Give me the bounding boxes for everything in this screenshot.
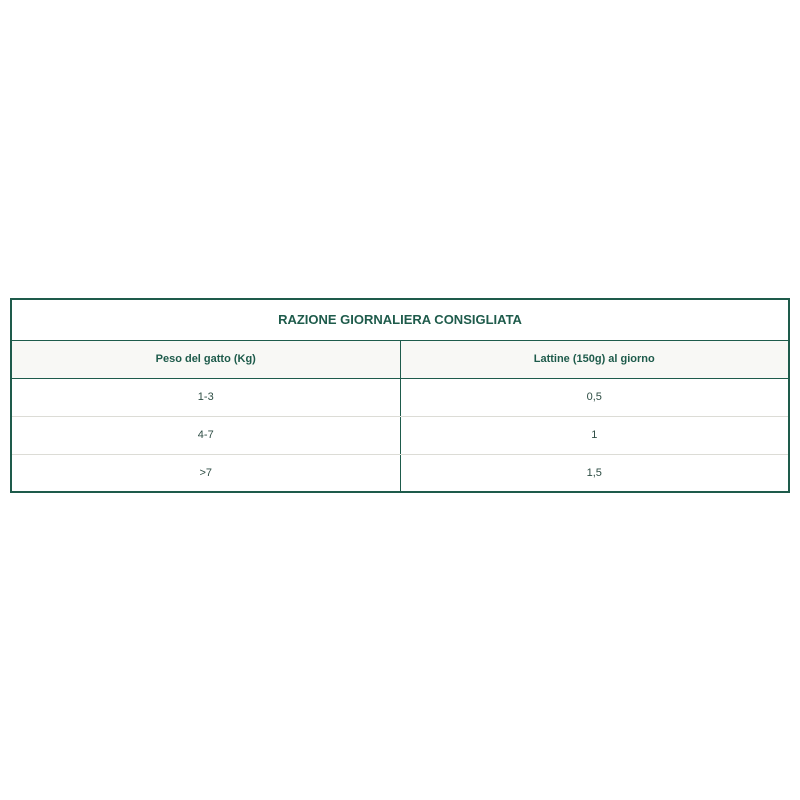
cat-weight-cell: 1-3 [11, 378, 400, 416]
cans-per-day-cell: 1 [400, 416, 789, 454]
cat-weight-cell: 4-7 [11, 416, 400, 454]
daily-ration-table-container [10, 298, 790, 493]
cans-per-day-cell: 1,5 [400, 454, 789, 492]
table-row [11, 454, 789, 492]
table-title-row [11, 299, 789, 340]
table-row [11, 378, 789, 416]
daily-ration-table [10, 298, 790, 493]
column-header-cat-weight: Peso del gatto (Kg) [11, 340, 400, 378]
table-title: RAZIONE GIORNALIERA CONSIGLIATA [11, 299, 789, 340]
cat-weight-cell: >7 [11, 454, 400, 492]
column-header-cans-per-day: Lattine (150g) al giorno [400, 340, 789, 378]
table-header-row [11, 340, 789, 378]
cans-per-day-cell: 0,5 [400, 378, 789, 416]
table-row [11, 416, 789, 454]
